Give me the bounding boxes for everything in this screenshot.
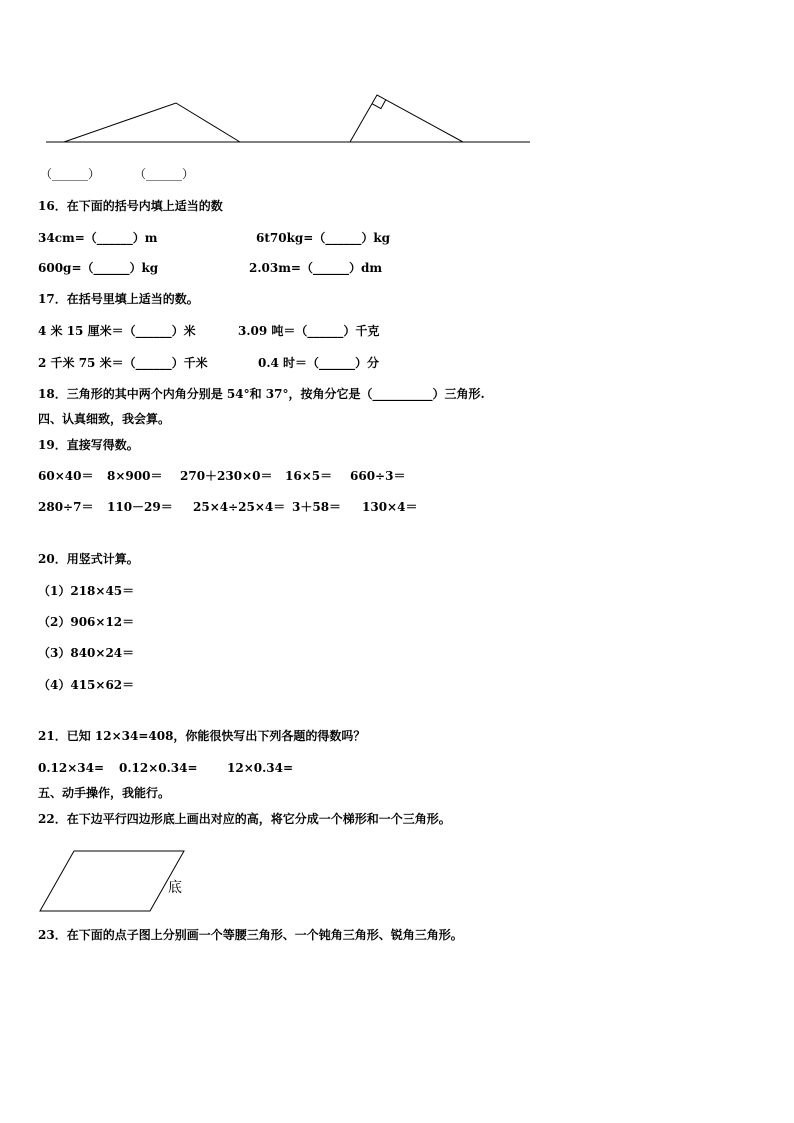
q19-row1-item[interactable]: 270＋230×0＝ xyxy=(180,469,273,483)
figure-blank-right[interactable]: （______） xyxy=(134,167,195,181)
q21-title: 21．已知 12×34=408，你能很快写出下列各题的得数吗？ xyxy=(38,729,366,743)
triangle-right xyxy=(350,95,463,142)
q16-item-b[interactable]: 6t70kg=（______）kg xyxy=(256,231,391,245)
q17-item-c[interactable]: 2 千米 75 米＝（______）千米 xyxy=(38,356,208,370)
q19-row1-item[interactable]: 60×40＝ xyxy=(38,469,94,483)
section5-title: 五、动手操作，我能行。 xyxy=(38,786,171,800)
triangle-figure xyxy=(0,0,794,160)
q19-row2-item[interactable]: 130×4＝ xyxy=(362,500,418,514)
figure-blank-left[interactable]: （______） xyxy=(40,167,101,181)
q16-item-a[interactable]: 34cm=（______）m xyxy=(38,231,158,245)
q17-title: 17．在括号里填上适当的数。 xyxy=(38,292,199,306)
q16-title: 16．在下面的括号内填上适当的数 xyxy=(38,199,223,213)
q20-item[interactable]: （2）906×12＝ xyxy=(38,615,135,629)
q17-item-b[interactable]: 3.09 吨＝（______）千克 xyxy=(238,324,380,338)
q18-text[interactable]: 18．三角形的其中两个内角分别是 54°和 37°，按角分它是（__________）三角形. xyxy=(38,387,485,401)
q19-row1-item[interactable]: 660÷3＝ xyxy=(350,469,406,483)
q21-item[interactable]: 0.12×0.34= xyxy=(119,761,198,775)
triangle-left xyxy=(64,103,240,142)
q16-item-d[interactable]: 2.03m=（______）dm xyxy=(249,261,383,275)
q19-title: 19．直接写得数。 xyxy=(38,438,139,452)
q20-item[interactable]: （4）415×62＝ xyxy=(38,678,135,692)
q21-item[interactable]: 0.12×34= xyxy=(38,761,105,775)
q19-row2-item[interactable]: 110－29＝ xyxy=(107,500,173,514)
q19-row2-item[interactable]: 3＋58＝ xyxy=(292,500,342,514)
q16-item-c[interactable]: 600g=（______）kg xyxy=(38,261,159,275)
section4-title: 四、认真细致，我会算。 xyxy=(38,412,171,426)
q19-row1-item[interactable]: 16×5＝ xyxy=(285,469,333,483)
q23-title: 23．在下面的点子图上分别画一个等腰三角形、一个钝角三角形、锐角三角形。 xyxy=(38,928,463,942)
q22-title: 22．在下边平行四边形底上画出对应的高，将它分成一个梯形和一个三角形。 xyxy=(38,812,451,826)
q19-row1-item[interactable]: 8×900＝ xyxy=(107,469,163,483)
q20-item[interactable]: （1）218×45＝ xyxy=(38,584,135,598)
q20-item[interactable]: （3）840×24＝ xyxy=(38,646,135,660)
q21-item[interactable]: 12×0.34= xyxy=(227,761,294,775)
parallelogram xyxy=(40,851,184,911)
q19-row2-item[interactable]: 280÷7＝ xyxy=(38,500,94,514)
q19-row2-item[interactable]: 25×4÷25×4＝ xyxy=(193,500,286,514)
base-label: 底 xyxy=(168,880,182,896)
q17-item-d[interactable]: 0.4 时＝（______）分 xyxy=(258,356,380,370)
q17-item-a[interactable]: 4 米 15 厘米＝（______）米 xyxy=(38,324,196,338)
right-angle-mark xyxy=(372,100,386,109)
q20-title: 20．用竖式计算。 xyxy=(38,552,139,566)
